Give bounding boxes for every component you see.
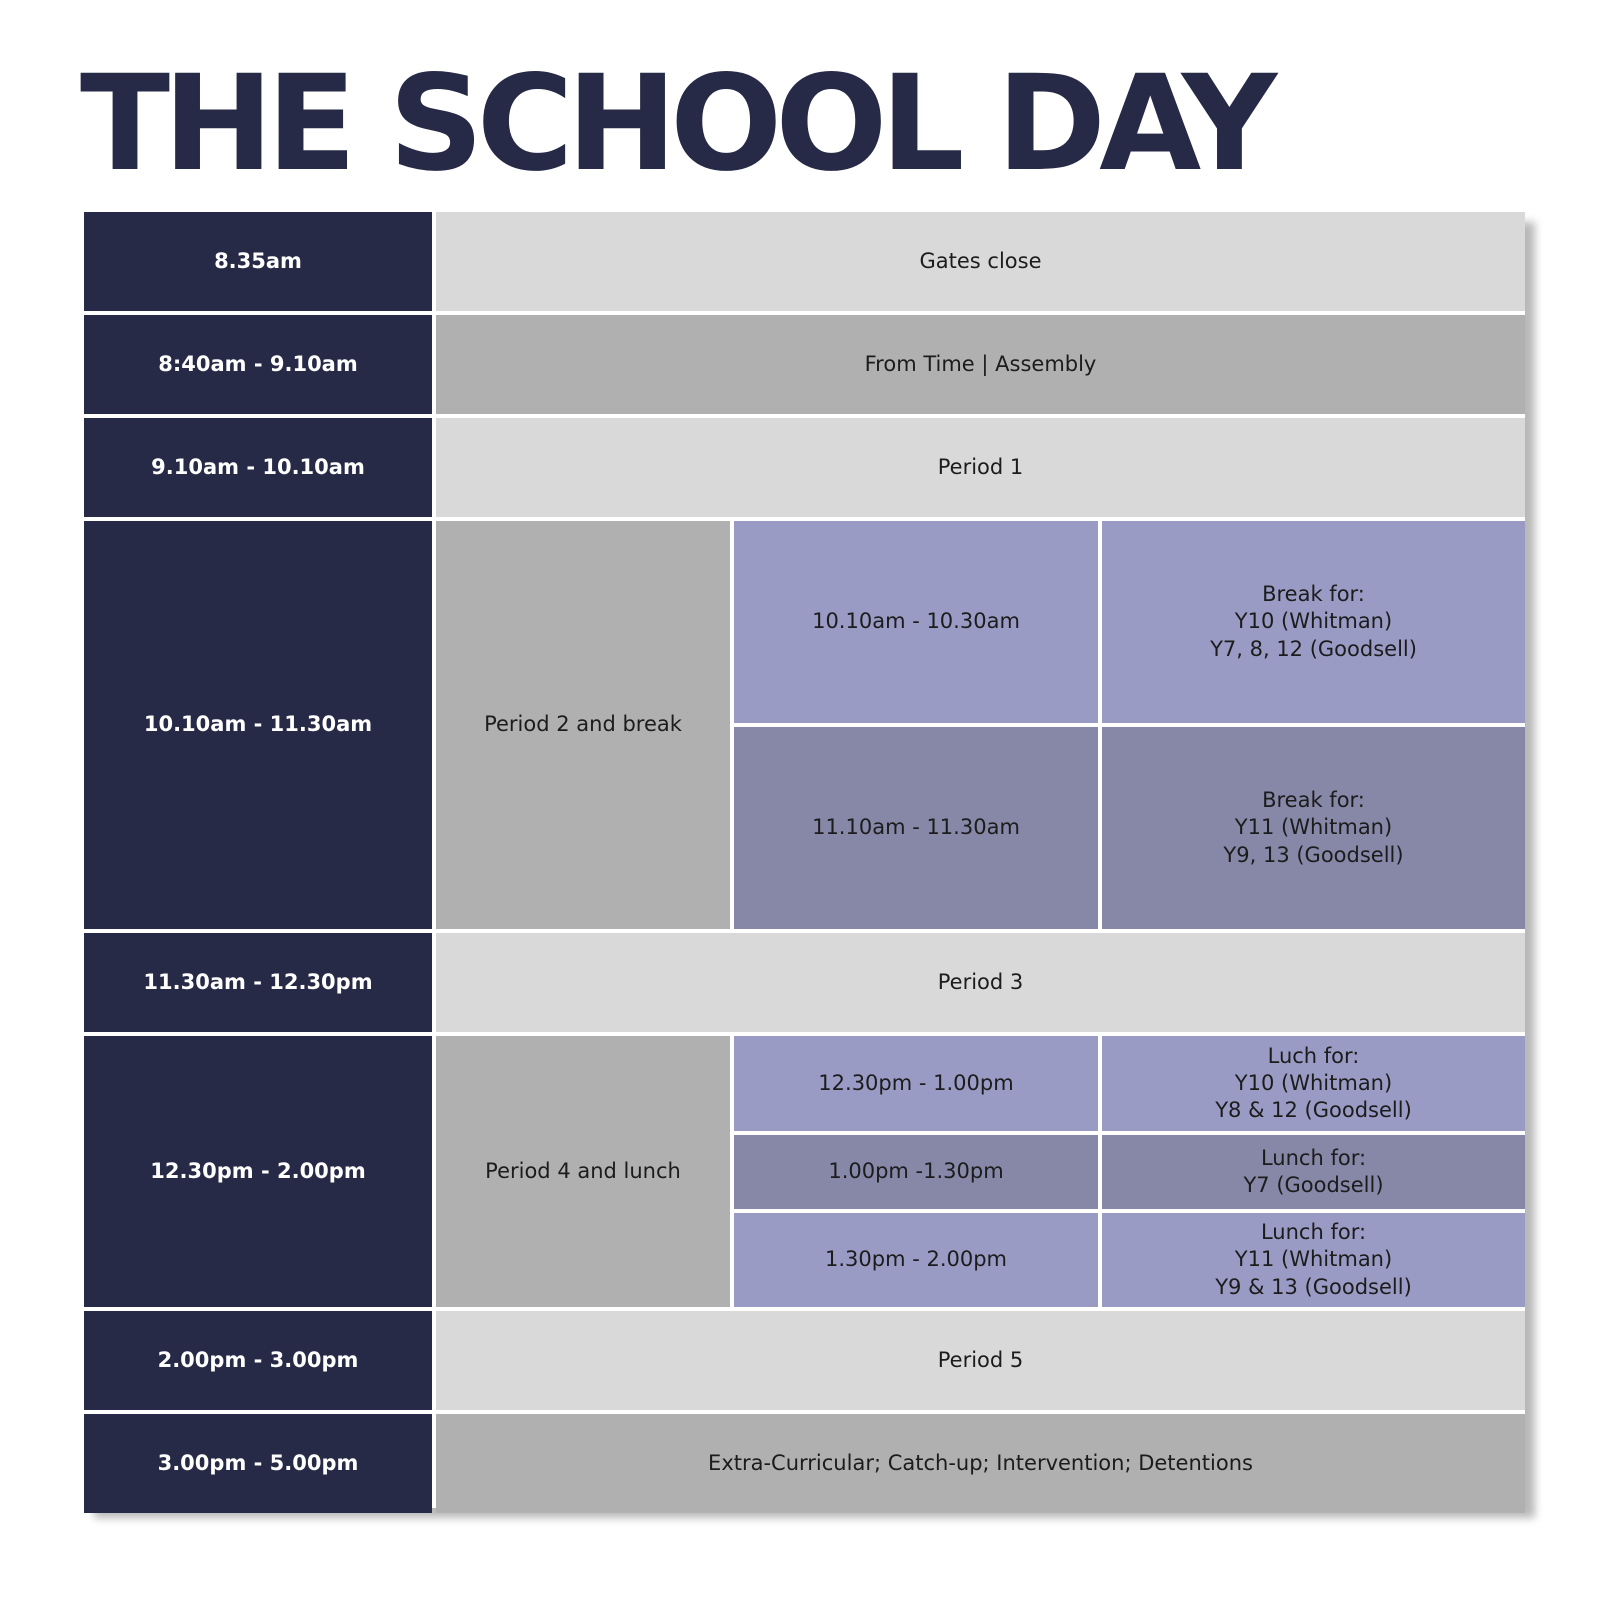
activity-cell: Period 3 [436, 933, 1525, 1032]
activity-cell: Period 1 [436, 418, 1525, 517]
time-cell: 12.30pm - 2.00pm [84, 1036, 432, 1307]
time-cell: 8.35am [84, 212, 432, 311]
schedule-grid [84, 212, 1525, 1508]
activity-cell: Gates close [436, 212, 1525, 311]
sub-time-cell: 12.30pm - 1.00pm [734, 1036, 1098, 1131]
activity-cell: Extra-Curricular; Catch-up; Intervention; Detentions [436, 1414, 1525, 1513]
sub-detail-cell: Break for: Y11 (Whitman) Y9, 13 (Goodsell) [1102, 727, 1525, 929]
time-cell: 11.30am - 12.30pm [84, 933, 432, 1032]
sub-detail-cell: Break for: Y10 (Whitman) Y7, 8, 12 (Goodsell) [1102, 521, 1525, 723]
activity-cell: Period 4 and lunch [436, 1036, 730, 1307]
activity-cell: Period 2 and break [436, 521, 730, 929]
schedule-table [84, 212, 1525, 1508]
sub-time-cell: 11.10am - 11.30am [734, 727, 1098, 929]
time-cell: 10.10am - 11.30am [84, 521, 432, 929]
sub-time-cell: 10.10am - 10.30am [734, 521, 1098, 723]
sub-detail-cell: Luch for: Y10 (Whitman) Y8 & 12 (Goodsell) [1102, 1036, 1525, 1131]
sub-time-cell: 1.00pm -1.30pm [734, 1135, 1098, 1209]
time-cell: 8:40am - 9.10am [84, 315, 432, 414]
activity-cell: Period 5 [436, 1311, 1525, 1410]
page-title: THE SCHOOL DAY [80, 47, 1271, 201]
time-cell: 3.00pm - 5.00pm [84, 1414, 432, 1513]
activity-cell: From Time | Assembly [436, 315, 1525, 414]
sub-time-cell: 1.30pm - 2.00pm [734, 1213, 1098, 1307]
sub-detail-cell: Lunch for: Y11 (Whitman) Y9 & 13 (Goodsell) [1102, 1213, 1525, 1307]
time-cell: 9.10am - 10.10am [84, 418, 432, 517]
sub-detail-cell: Lunch for: Y7 (Goodsell) [1102, 1135, 1525, 1209]
time-cell: 2.00pm - 3.00pm [84, 1311, 432, 1410]
